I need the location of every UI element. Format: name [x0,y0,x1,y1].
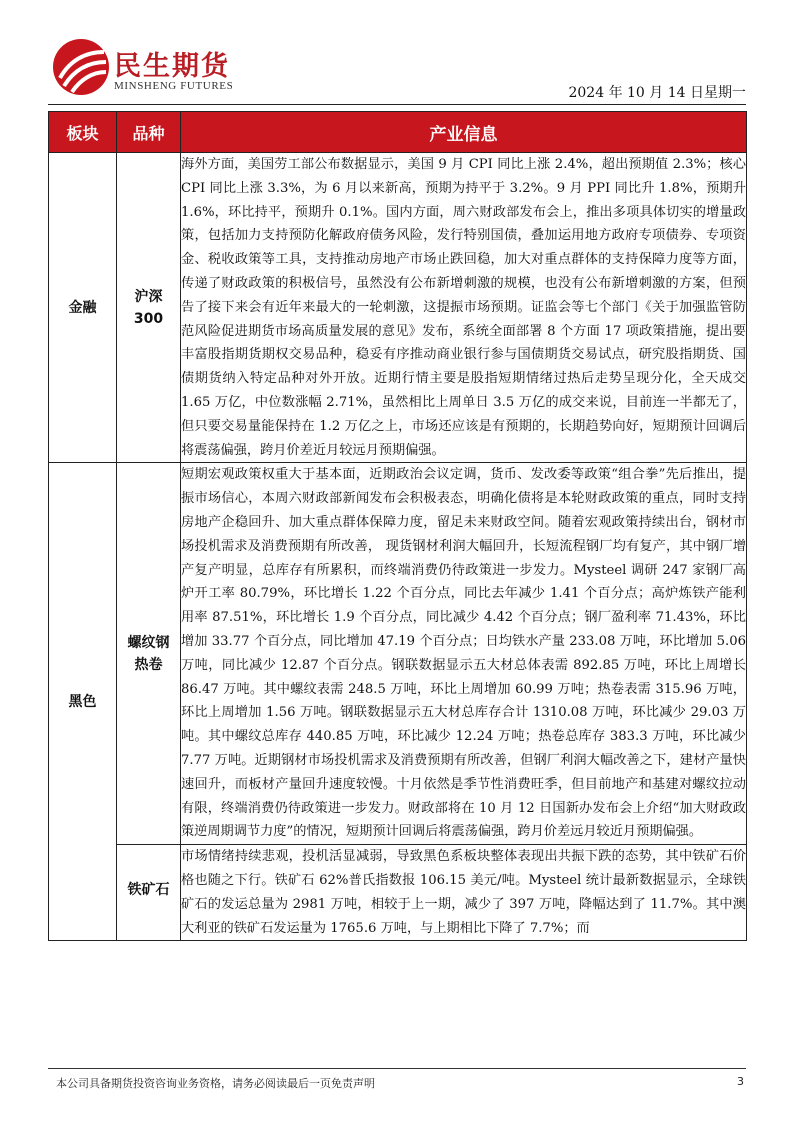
header-variety: 品种 [117,112,181,153]
page-number: 3 [737,1075,744,1088]
logo-chinese-name: 民生期货 [114,51,230,82]
sector-cell: 金融 [49,153,117,463]
header-industry-info: 产业信息 [181,112,747,153]
logo-english-name: MINSHENG FUTURES [114,80,234,92]
footer-divider [48,1068,746,1069]
page-header [48,38,746,100]
variety-label: 沪深 300 [133,288,164,327]
table-row-rebar [49,463,747,845]
info-cell [181,845,747,941]
variety-cell [117,463,181,845]
info-text: 短期宏观政策权重大于基本面，近期政治会议定调，货币、发改委等政策“组合拳”先后推出，提振市场信心，本周六财政部新闻发布会积极表态，明确化债将是本轮财政政策的重点，同时支持房地产企稳回升、加大重点群体保障力度，留足未来财政空间。随着宏观政策持续出台，钢材市场投机需求及消费预期有所改善， 现货钢材利润大幅回升，长短流程钢厂均有复产，其中钢厂增产复产明显，总库存有所累积，而终端消费仍待政策进一步发力。Mysteel 调研 247 家钢厂高炉开工率 80.79%，环比增长 1.22 个百分点，同比去年减少 1.41 个百分点；高炉炼铁产能利用率 87.51%，环比增长 1.9 个百分点，同比减少 4.42 个百分点；钢厂盈利率 71.43%，环比增加 33.77 个百分点，同比增加 47.19 个百分点；日均铁水产量 233.08 万吨，环比增加 5.06 万吨，同比减少 12.87 个百分点。钢联数据显示五大材总体表需 892.85 万吨，环比上周增长 86.47 万吨。其中螺纹表需 248.5 万吨，环比上周增加 60.99 万吨；热卷表需 315.96 万吨，环比上周增加 1.56 万吨。钢联数据显示五大材总库存合计 1310.08 万吨，环比减少 29.03 万吨。其中螺纹总库存 440.85 万吨，环比减少 12.24 万吨；热卷总库存 383.3 万吨，环比减少 7.77 万吨。近期钢材市场投机需求及消费预期有所改善，但钢厂利润大幅改善之下，建材产量快速回升，而板材产量回升速度较慢。十月依然是季节性消费旺季，但目前地产和基建对螺纹拉动有限，终端消费仍待政策进一步发力。财政部将在 10 月 12 日国新办发布会上介绍“加大财政政策逆周期调节力度”的情况，短期预计回调后将震荡偏强，跨月价差远月较近月预期偏强。 [181,467,746,840]
footer-disclaimer: 本公司具备期货投资咨询业务资格，请务必阅读最后一页免责声明 [56,1077,375,1090]
variety-label: 螺纹钢 热卷 [127,634,170,673]
table-row-finance [49,153,747,463]
table-header-row [49,112,747,153]
sector-cell: 黑色 [49,463,117,941]
minsheng-logo-icon [52,38,110,96]
info-cell [181,463,747,845]
info-text: 海外方面，美国劳工部公布数据显示，美国 9 月 CPI 同比上涨 2.4%，超出预期值 2.3%；核心 CPI 同比上涨 3.3%，为 6 月以来新高，预期为持平于 3.2%。9 月 PPI 同比升 1.8%，预期升 1.6%，环比持平，预期升 0.1%。国内方面，周六财政部发布会上，推出多项具体切实的增量政策，包括加力支持预防化解政府债务风险，发行特别国债，叠加运用地方政府专项债券、专项资金、税收政策等工具，支持推动房地产市场止跌回稳，加大对重点群体的支持保障力度等方面，传递了财政政策的积极信号，虽然没有公布新增刺激的规模，也没有公布新增刺激的方案，但预告了接下来会有近年来最大的一轮刺激，这提振市场预期。证监会等七个部门《关于加强监管防范风险促进期货市场高质量发展的意见》发布，系统全面部署 8 个方面 17 项政策措施，提出要丰富股指期货期权交易品种，稳妥有序推动商业银行参与国债期货交易试点，研究股指期货、国债期货纳入特定品种对外开放。近期行情主要是股指短期情绪过热后走势呈现分化，全天成交 1.65 万亿，中位数涨幅 2.71%，虽然相比上周单日 3.5 万亿的成交来说，目前连一半都无了，但只要交易量能保持在 1.2 万亿之上，市场还应该是有预期的，长期趋势向好，短期预计回调后将震荡偏强，跨月价差近月较远月预期偏强。 [181,157,746,458]
header-sector: 板块 [49,112,117,153]
variety-cell [117,153,181,463]
header-divider [48,104,746,105]
variety-label: 铁矿石 [127,882,170,899]
industry-info-table [48,111,747,941]
info-text: 市场情绪持续悲观，投机活显减弱，导致黑色系板块整体表现出共振下跌的态势，其中铁矿石价格也随之下行。铁矿石 62%普氏指数报 106.15 美元/吨。Mysteel 统计最新数据显示，全球铁矿石的发运总量为 2981 万吨，相较于上一期，减少了 397 万吨，降幅达到了 11.7%。其中澳大利亚的铁矿石发运量为 1765.6 万吨，与上期相比下降了 7.7%；而 [181,849,746,936]
table-row-iron-ore [49,845,747,941]
variety-cell [117,845,181,941]
report-date: 2024 年 10 月 14 日星期一 [568,85,746,101]
info-cell [181,153,747,463]
